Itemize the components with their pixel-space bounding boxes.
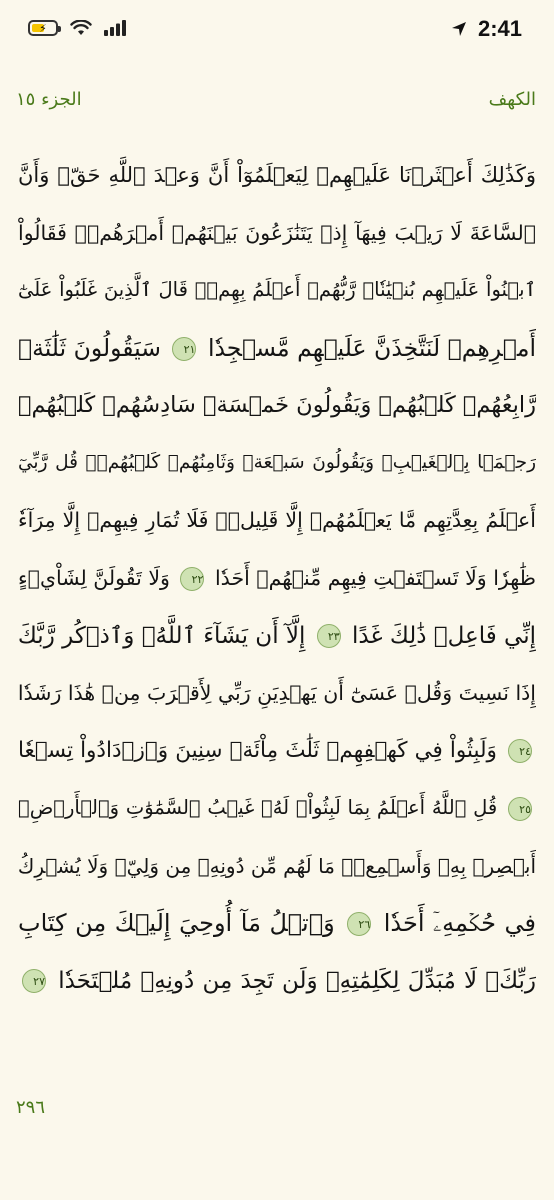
verse-text: رَبِّكَۖ لَا مُبَدِّلَ لِكَلِمَٰتِهِۦ وَلَن تَجِدَ مِن دُونِهِۦ مُلۡتَحَدٗا (58, 967, 536, 994)
page-header (16, 86, 536, 112)
charging-bolt-icon: ⚡ (39, 21, 47, 35)
verse-text: رَجۡمَۢا بِٱلۡغَيۡبِۖ وَيَقُولُونَ سَبۡعَةٞ وَثَامِنُهُمۡ كَلۡبُهُمۡۚ قُل رَّبِّيٓ (18, 451, 536, 473)
ayah-number-marker[interactable]: ٢٧ (22, 969, 46, 993)
page-number: ٢٩٦ (16, 1097, 46, 1118)
verse-text: قُلِ ٱللَّهُ أَعۡلَمُ بِمَا لَبِثُواْۖ لَهُۥ غَيۡبُ ٱلسَّمَٰوَٰتِ وَٱلۡأَرۡضِۖ (18, 796, 498, 820)
ayah-number-marker[interactable]: ٢٢ (180, 567, 204, 591)
cellular-signal-icon (104, 20, 126, 36)
ayah-number-marker[interactable]: ٢١ (172, 337, 196, 361)
verse-line (18, 954, 536, 1008)
status-time-area (450, 16, 522, 42)
verse-line (18, 896, 536, 950)
verse-text: وَلَا تَقُولَنَّ لِشَاْيۡءٍ (18, 565, 170, 590)
ayah-number-marker[interactable]: ٢٥ (508, 797, 532, 821)
verse-line (18, 493, 536, 547)
verse-text: رَّابِعُهُمۡ كَلۡبُهُمۡ وَيَقُولُونَ خَمۡسَةٞ سَادِسُهُمۡ كَلۡبُهُمۡ (18, 392, 536, 419)
verse-line (18, 666, 536, 720)
location-arrow-icon (450, 20, 468, 38)
verse-line (18, 724, 536, 778)
verse-line (18, 781, 536, 835)
verse-line (18, 148, 536, 202)
battery-icon (28, 20, 58, 36)
verse-text: وَكَذَٰلِكَ أَعۡثَرۡنَا عَلَيۡهِمۡ لِيَعۡلَمُوٓاْ أَنَّ وَعۡدَ ٱللَّهِ حَقّٞ وَأَنَّ (18, 163, 536, 187)
verse-line (18, 436, 536, 490)
verse-text: ٱلسَّاعَةَ لَا رَيۡبَ فِيهَآ إِذۡ يَتَنَٰزَعُونَ بَيۡنَهُمۡ أَمۡرَهُمۡۖ فَقَالُواْ (18, 220, 536, 245)
juz-label: الجزء ١٥ (16, 88, 82, 110)
verse-text: سَيَقُولُونَ ثَلَٰثَةٞ (18, 333, 161, 362)
verse-line (18, 551, 536, 605)
verse-text: أَبۡصِرۡ بِهِۦ وَأَسۡمِعۡۚ مَا لَهُم مِّن دُونِهِۦ مِن وَلِيّٖ وَلَا يُشۡرِكُ (18, 853, 536, 878)
verse-text: إِلَّآ أَن يَشَآءَ ٱللَّهُۚ وَٱذۡكُر رَّبَّكَ (18, 622, 306, 649)
ayah-number-marker[interactable]: ٢٦ (347, 912, 371, 936)
verse-line (18, 263, 536, 317)
verse-line (18, 378, 536, 432)
surah-name: الكهف (488, 88, 536, 110)
wifi-icon (70, 20, 92, 36)
quran-page-text[interactable] (18, 148, 536, 1008)
verse-text: ٱبۡنُواْ عَلَيۡهِم بُنۡيَٰنٗاۖ رَّبُّهُمۡ أَعۡلَمُ بِهِمۡۚ قَالَ ٱلَّذِينَ غَلَبُواْ عَلَىٰٓ (18, 278, 536, 302)
verse-text: فِي حُكۡمِهِۦٓ أَحَدٗا (383, 909, 536, 938)
verse-text: أَعۡلَمُ بِعِدَّتِهِم مَّا يَعۡلَمُهُمۡ إِلَّا قَلِيلٞۗ فَلَا تُمَارِ فِيهِمۡ إِلَّا مِرَآءٗ (18, 508, 536, 533)
verse-text: ظَٰهِرٗا وَلَا تَسۡتَفۡتِ فِيهِم مِّنۡهُمۡ أَحَدٗا (214, 565, 536, 590)
status-bar (0, 0, 554, 60)
verse-text: وَٱتۡلُ مَآ أُوحِيَ إِلَيۡكَ مِن كِتَابِ (18, 909, 335, 938)
ayah-number-marker[interactable]: ٢٣ (317, 624, 341, 648)
verse-line (18, 321, 536, 375)
verse-text: إِذَا نَسِيتَ وَقُلۡ عَسَىٰٓ أَن يَهۡدِيَنِ رَبِّي لِأَقۡرَبَ مِنۡ هَٰذَا رَشَدٗا (18, 681, 536, 706)
verse-line (18, 609, 536, 663)
verse-text: وَلَبِثُواْ فِي كَهۡفِهِمۡ ثَلَٰثَ مِاْئَةٖ سِنِينَ وَٱزۡدَادُواْ تِسۡعٗا (18, 737, 497, 763)
verse-line (18, 839, 536, 893)
verse-line (18, 206, 536, 260)
verse-text: أَمۡرِهِمۡ لَنَتَّخِذَنَّ عَلَيۡهِم مَّسۡجِدٗا (207, 333, 536, 362)
status-time: 2:41 (477, 16, 522, 41)
ayah-number-marker[interactable]: ٢٤ (508, 739, 532, 763)
status-icons (28, 20, 126, 36)
verse-text: إِنِّي فَاعِلٞ ذَٰلِكَ غَدًا (352, 622, 536, 649)
